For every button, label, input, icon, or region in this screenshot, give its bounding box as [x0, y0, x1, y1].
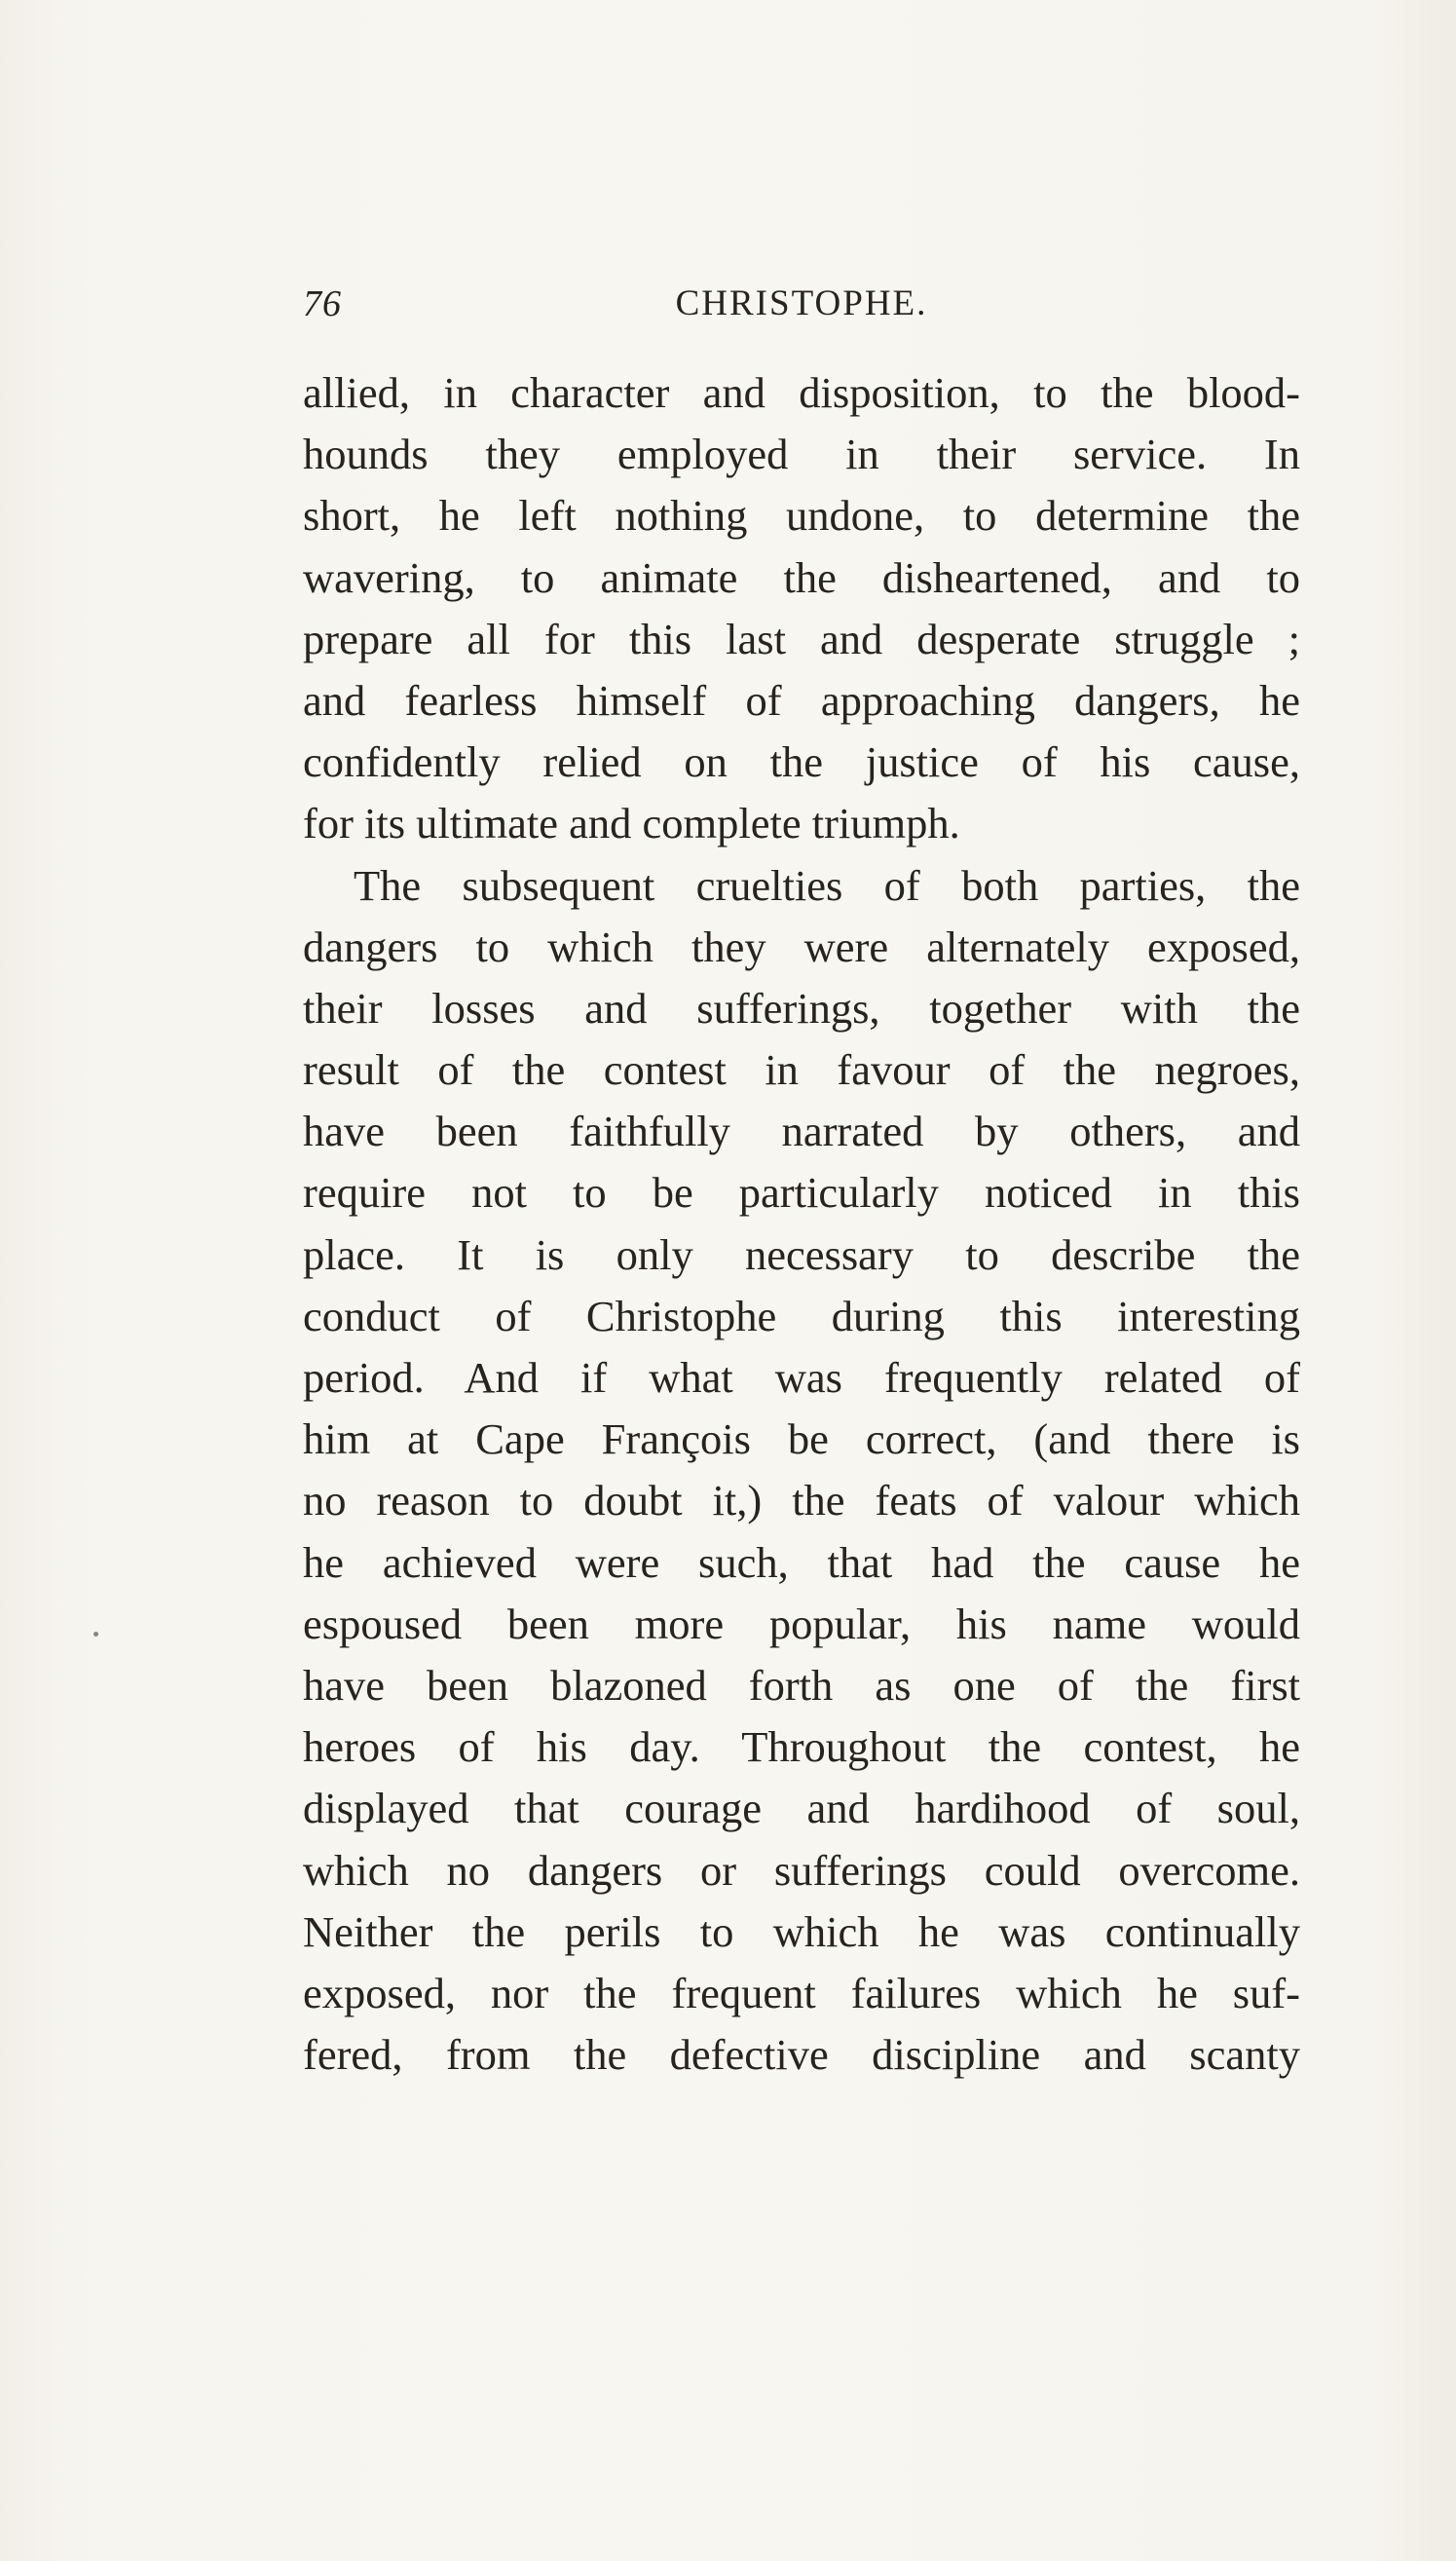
text-line: allied, in character and disposition, to the blood-: [303, 368, 1300, 417]
text-line: conduct of Christophe during this interesting: [303, 1291, 1300, 1340]
text-line: fered, from the defective discipline and scanty: [303, 2030, 1300, 2080]
text-line: him at Cape François be correct, (and there is: [303, 1414, 1300, 1464]
paragraph-last-line: for its ultimate and complete triumph.: [303, 799, 960, 848]
text-line: result of the contest in favour of the negroes,: [303, 1045, 1300, 1095]
text-line: confidently relied on the justice of his cause,: [303, 737, 1300, 787]
page-number: 76: [303, 283, 342, 324]
running-head: CHRISTOPHE.: [675, 283, 928, 323]
text-line: hounds they employed in their service. In: [303, 430, 1300, 479]
ink-speck: [93, 1632, 98, 1637]
text-line: place. It is only necessary to describe the: [303, 1229, 1300, 1279]
text-line: have been blazoned forth as one of the first: [303, 1660, 1300, 1710]
text-line: prepare all for this last and desperate struggle ;: [303, 614, 1300, 663]
text-line: period. And if what was frequently related of: [303, 1353, 1300, 1402]
text-line: short, he left nothing undone, to determine the: [303, 491, 1300, 541]
body-text: [303, 362, 1300, 2086]
text-line: and fearless himself of approaching dangers, he: [303, 675, 1300, 725]
text-line: dangers to which they were alternately exposed,: [303, 922, 1300, 971]
text-line: he achieved were such, that had the cause he: [303, 1537, 1300, 1587]
text-line: which no dangers or sufferings could overcome.: [303, 1845, 1300, 1895]
text-line: espoused been more popular, his name would: [303, 1599, 1300, 1648]
text-line: heroes of his day. Throughout the contest, he: [303, 1722, 1300, 1772]
page-header: [303, 282, 1300, 331]
paragraph-first-line: The subsequent cruelties of both parties, the: [354, 860, 1300, 910]
text-line: exposed, nor the frequent failures which he suf-: [303, 1968, 1300, 2017]
text-line: displayed that courage and hardihood of soul,: [303, 1784, 1300, 1833]
text-line: require not to be particularly noticed in this: [303, 1168, 1300, 1218]
text-line: no reason to doubt it,) the feats of valour which: [303, 1476, 1300, 1525]
text-line: their losses and sufferings, together with the: [303, 983, 1300, 1033]
text-line: have been faithfully narrated by others, and: [303, 1107, 1300, 1156]
text-line: wavering, to animate the disheartened, and to: [303, 552, 1300, 602]
text-line: Neither the perils to which he was continually: [303, 1906, 1300, 1956]
